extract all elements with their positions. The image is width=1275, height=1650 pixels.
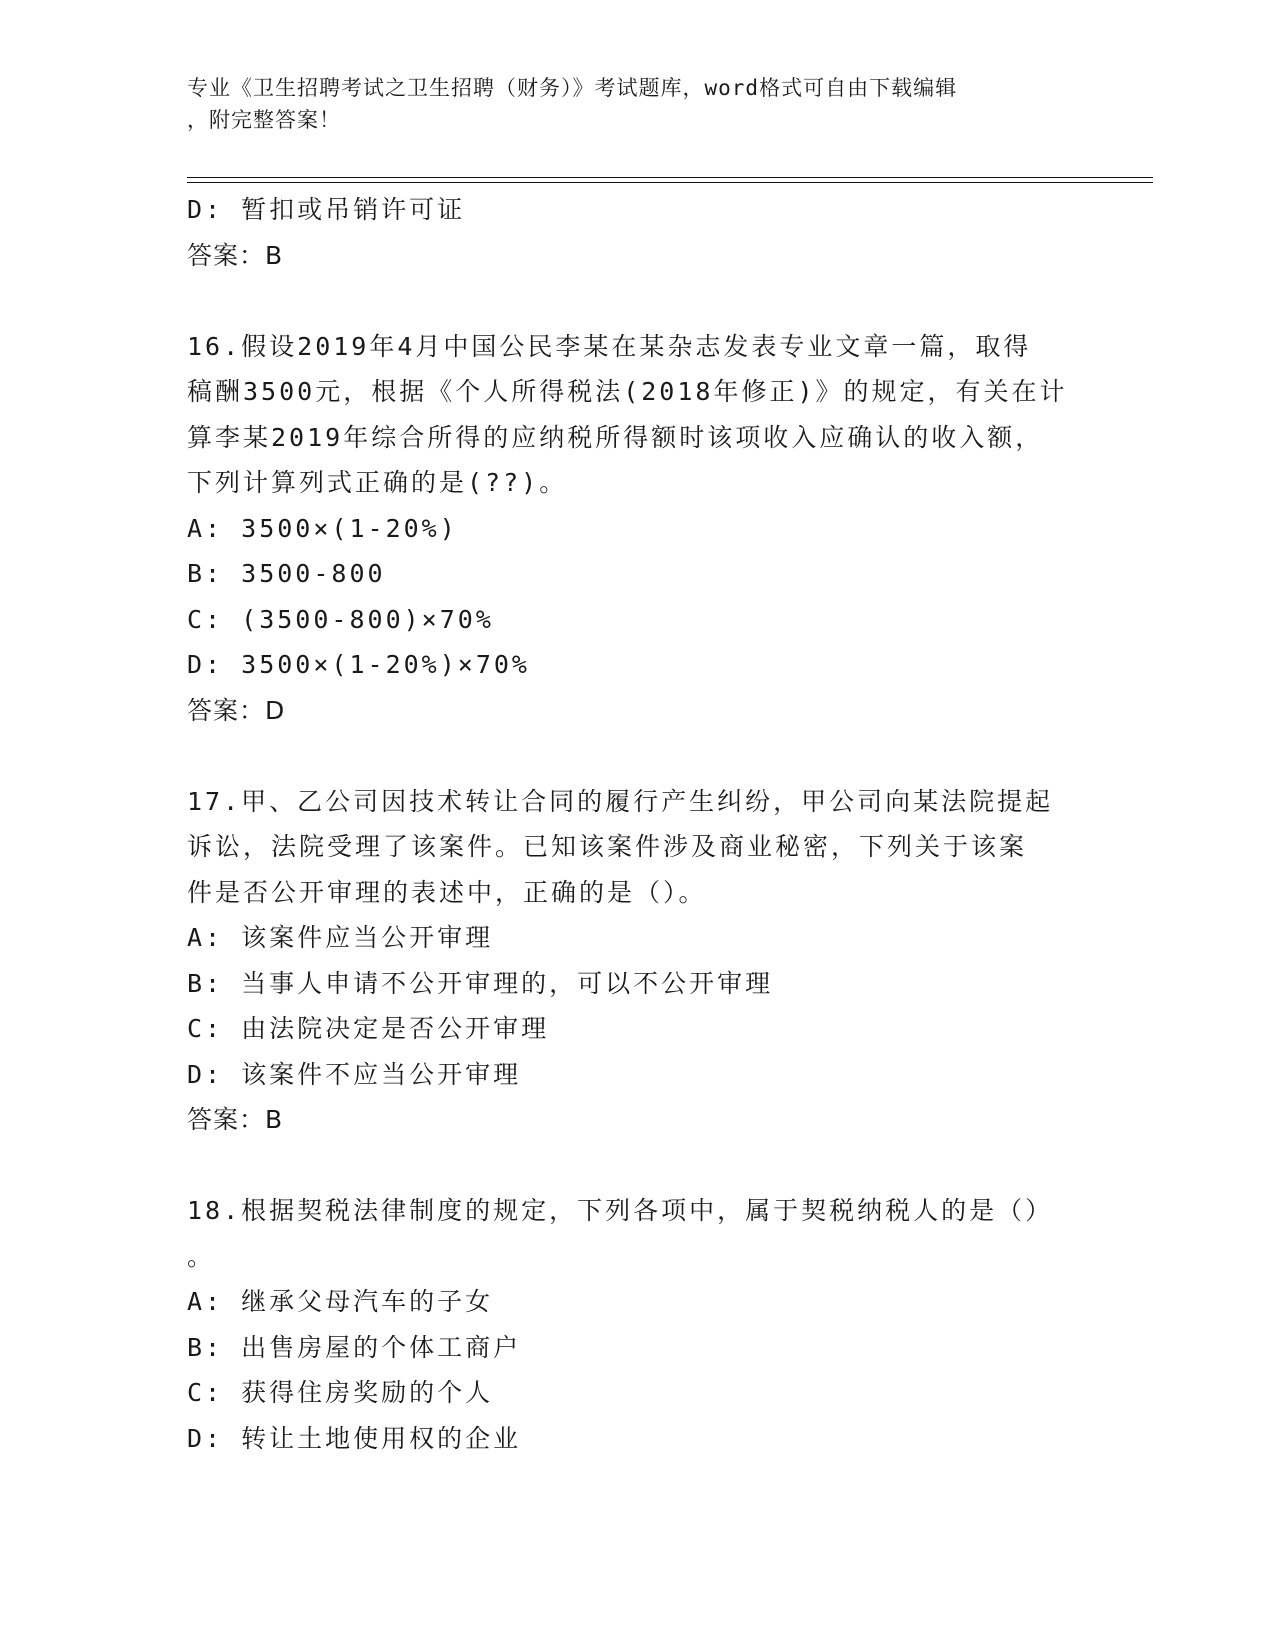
answer: 答案：D [187,695,286,725]
option-a: A: 继承父母汽车的子女 [187,1287,494,1316]
document-header [187,72,1067,136]
question-18 [187,1188,1087,1461]
option-c: C: 获得住房奖励的个人 [187,1378,494,1407]
spacer [187,733,1087,779]
header-line-2: ，附完整答案！ [187,108,341,132]
question-stem-line: 稿酬3500元，根据《个人所得税法(2018年修正)》的规定，有关在计 [187,377,1068,406]
header-rule-bottom [187,182,1153,183]
question-stem-line: 件是否公开审理的表述中，正确的是（）。 [187,877,707,907]
option-d: D: 3500×(1-20%)×70% [187,650,530,679]
option-c: C: (3500-800)×70% [187,604,494,634]
prev-option-d: D: 暂扣或吊销许可证 [187,195,466,224]
spacer [187,278,1087,324]
question-stem-line: 。 [187,1241,216,1271]
option-d: D: 转让土地使用权的企业 [187,1423,522,1453]
option-c: C: 由法院决定是否公开审理 [187,1014,550,1043]
spacer [187,1143,1087,1189]
question-16 [187,324,1087,734]
option-a: A: 3500×(1-20%) [187,513,458,543]
question-list [187,187,1087,1461]
answer: 答案：B [187,1105,284,1134]
question-17 [187,779,1087,1143]
question-stem-line: 17.甲、乙公司因技术转让合同的履行产生纠纷，甲公司向某法院提起 [187,786,1054,816]
prev-answer: 答案：B [187,240,284,270]
option-d: D: 该案件不应当公开审理 [187,1059,522,1089]
question-stem-line: 18.根据契税法律制度的规定，下列各项中，属于契税纳税人的是（） [187,1196,1054,1225]
option-b: B: 3500-800 [187,559,386,588]
question-stem-line: 诉讼，法院受理了该案件。已知该案件涉及商业秘密，下列关于该案 [187,832,1028,861]
header-line-1: 专业《卫生招聘考试之卫生招聘（财务）》考试题库，word格式可自由下载编辑 [187,76,958,100]
question-stem-line: 算李某2019年综合所得的应纳税所得额时该项收入应确认的收入额， [187,422,1044,452]
question-stem-line: 下列计算列式正确的是(??)。 [187,468,568,497]
option-b: B: 当事人申请不公开审理的，可以不公开审理 [187,968,774,998]
option-a: A: 该案件应当公开审理 [187,923,494,952]
question-stem-line: 16.假设2019年4月中国公民李某在某杂志发表专业文章一篇，取得 [187,331,1032,361]
header-rule-top [187,177,1153,178]
option-b: B: 出售房屋的个体工商户 [187,1332,522,1362]
